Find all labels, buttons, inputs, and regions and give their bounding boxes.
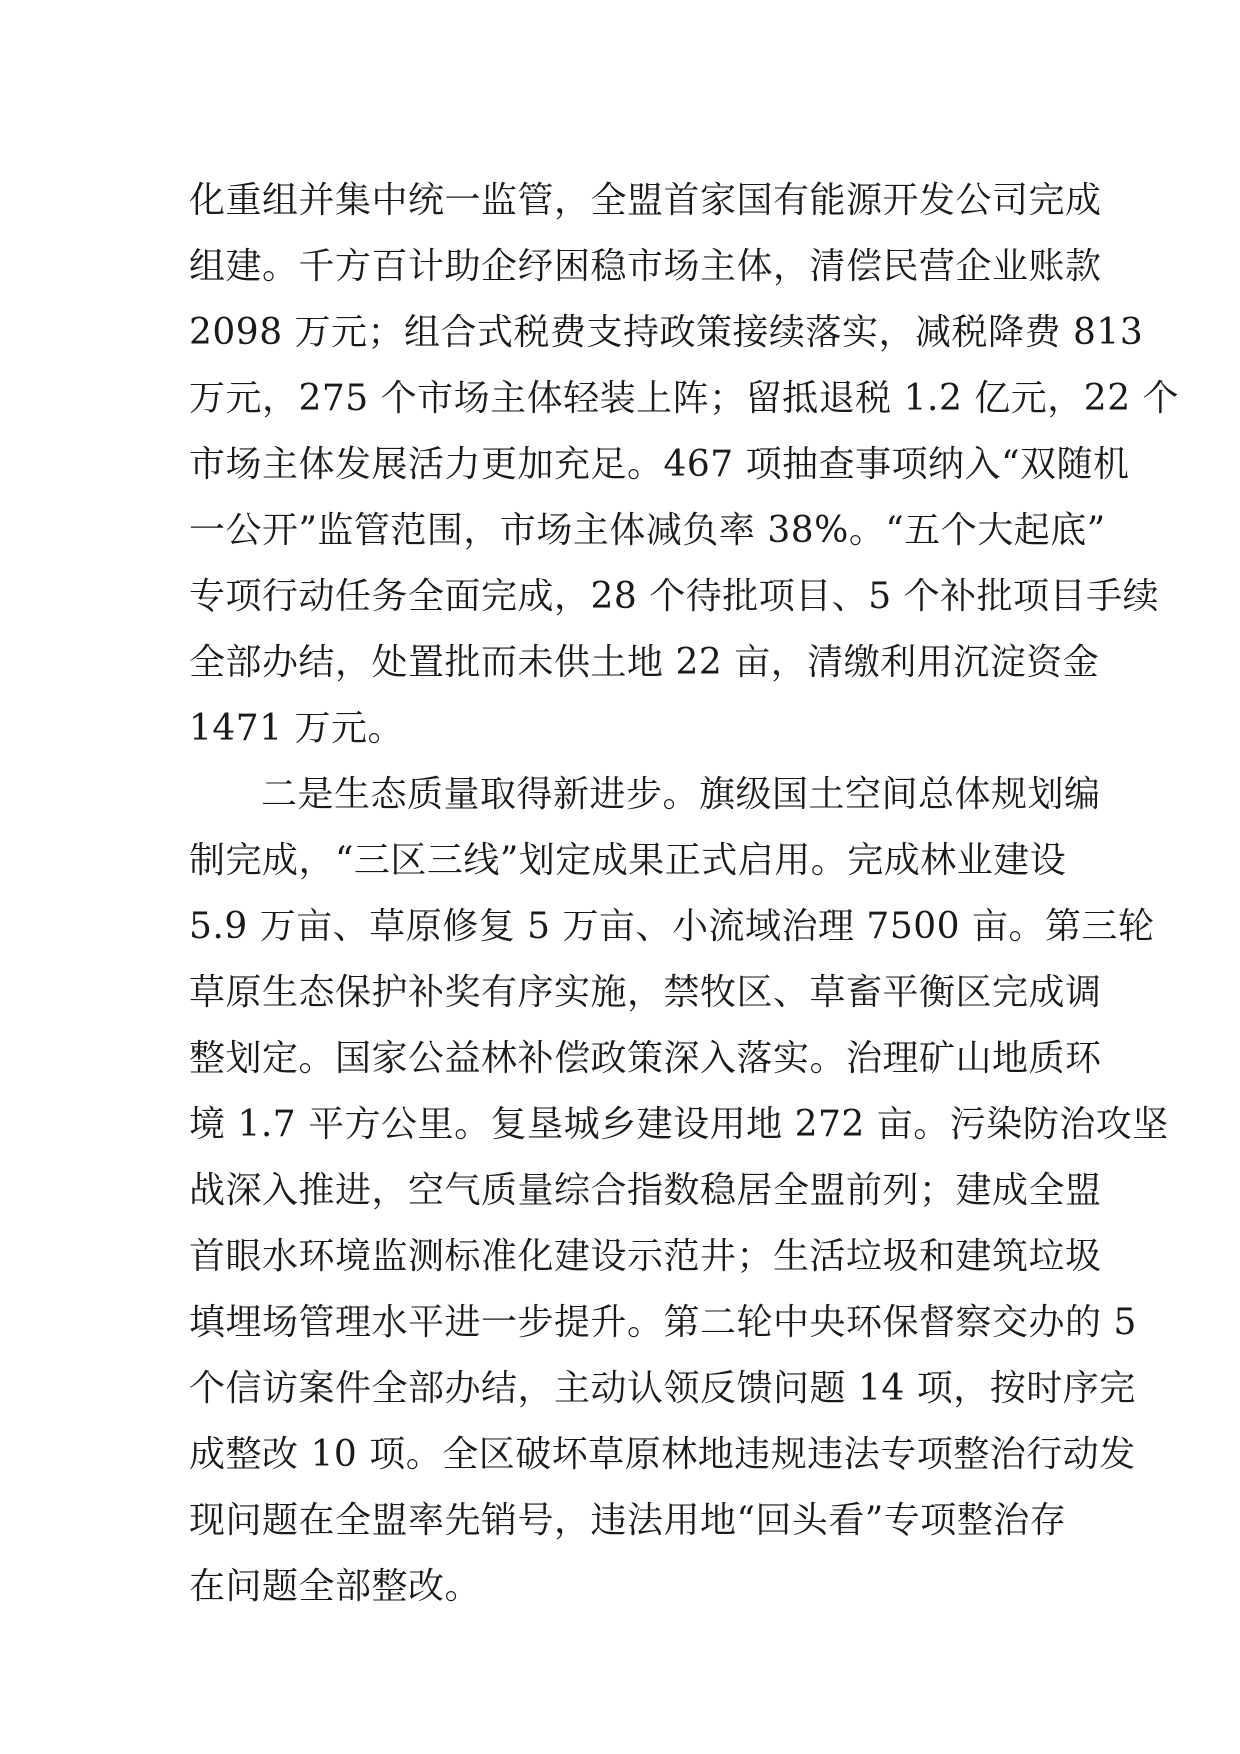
text-line: 专项行动任务全面完成，28 个待批项目、5 个补批项目手续 <box>189 576 1160 617</box>
text-line: 在问题全部整改。 <box>189 1566 482 1607</box>
text-line: 草原生态保护补奖有序实施，禁牧区、草畜平衡区完成调 <box>189 972 1102 1013</box>
text-line: 化重组并集中统一监管，全盟首家国有能源开发公司完成 <box>189 180 1102 221</box>
text-line: 首眼水环境监测标准化建设示范井；生活垃圾和建筑垃圾 <box>189 1236 1102 1277</box>
text-line: 一公开”监管范围，市场主体减负率 38%。“五个大起底” <box>189 510 1106 551</box>
text-line: 境 1.7 平方公里。复垦城乡建设用地 272 亩。污染防治攻坚 <box>189 1104 1169 1145</box>
text-line: 成整改 10 项。全区破坏草原林地违规违法专项整治行动发 <box>189 1434 1136 1475</box>
text-line: 二是生态质量取得新进步。旗级国土空间总体规划编 <box>261 774 1101 815</box>
text-line: 5.9 万亩、草原修复 5 万亩、小流域治理 7500 亩。第三轮 <box>189 906 1155 947</box>
paragraph-2 <box>189 762 1169 1620</box>
text-line: 战深入推进，空气质量综合指数稳居全盟前列；建成全盟 <box>189 1170 1102 1211</box>
text-line: 市场主体发展活力更加充足。467 项抽查事项纳入“双随机 <box>189 444 1130 485</box>
text-line: 现问题在全盟率先销号，违法用地“回头看”专项整治存 <box>189 1500 1067 1541</box>
text-line: 1471 万元。 <box>189 708 405 749</box>
text-line: 组建。千方百计助企纾困稳市场主体，清偿民营企业账款 <box>189 246 1102 287</box>
text-line: 万元，275 个市场主体轻装上阵；留抵退税 1.2 亿元，22 个 <box>189 378 1180 419</box>
text-line: 2098 万元；组合式税费支持政策接续落实，减税降费 813 <box>189 312 1144 353</box>
text-line: 制完成，“三区三线”划定成果正式启用。完成林业建设 <box>189 840 1067 881</box>
body-text <box>189 168 1180 1620</box>
text-line: 填埋场管理水平进一步提升。第二轮中央环保督察交办的 5 <box>189 1302 1137 1343</box>
text-line: 全部办结，处置批而未供土地 22 亩，清缴利用沉淀资金 <box>189 642 1100 683</box>
text-line: 个信访案件全部办结，主动认领反馈问题 14 项，按时序完 <box>189 1368 1136 1409</box>
paragraph-1 <box>189 168 1180 762</box>
text-line: 整划定。国家公益林补偿政策深入落实。治理矿山地质环 <box>189 1038 1102 1079</box>
